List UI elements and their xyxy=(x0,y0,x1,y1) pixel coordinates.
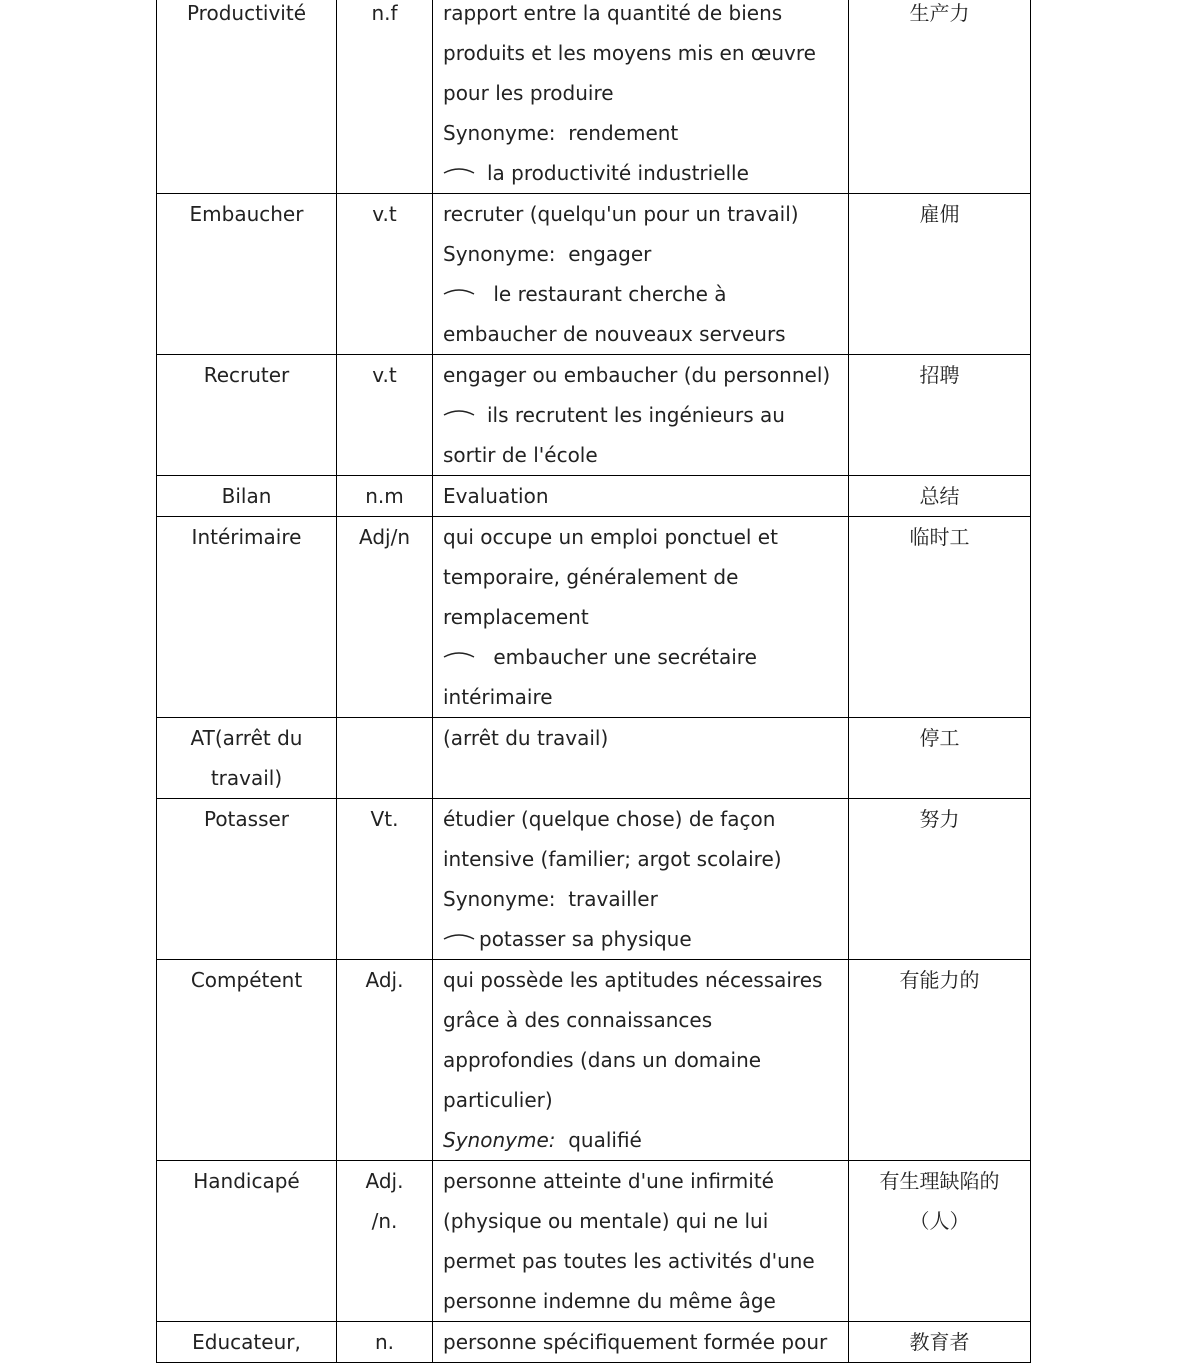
definition-text: personne spécifiquement formée pour xyxy=(443,1330,828,1354)
part-of-speech-cell xyxy=(337,960,433,1161)
word-text: Bilan xyxy=(221,484,272,508)
table-row xyxy=(157,1161,1031,1322)
definition-text: personne atteinte d'une infirmité xyxy=(443,1169,774,1193)
definition-line xyxy=(443,517,842,557)
part-of-speech-cell xyxy=(337,799,433,960)
chinese-translation-cell xyxy=(849,1322,1031,1363)
definition-text: engager ou embaucher (du personnel) xyxy=(443,363,831,387)
definition-line xyxy=(443,234,842,274)
definition-line xyxy=(443,597,842,637)
word-cell xyxy=(157,1322,337,1363)
definition-text: la productivité industrielle xyxy=(487,161,749,185)
example-line xyxy=(443,919,842,959)
definition-line xyxy=(443,1161,842,1201)
definition-text: particulier) xyxy=(443,1088,553,1112)
definition-text: grâce à des connaissances xyxy=(443,1008,713,1032)
table-row xyxy=(157,960,1031,1161)
word-cell xyxy=(157,0,337,194)
definition-text: Evaluation xyxy=(443,484,549,508)
word-cell xyxy=(157,517,337,718)
definition-cell xyxy=(433,718,849,799)
word-cell xyxy=(157,960,337,1161)
part-of-speech-text: Vt. xyxy=(370,807,399,831)
word-text: travail) xyxy=(210,766,283,790)
example-line xyxy=(443,637,842,677)
part-of-speech-cell xyxy=(337,476,433,517)
part-of-speech-text: Adj/n xyxy=(359,525,410,549)
part-of-speech-text: v.t xyxy=(372,363,397,387)
definition-text: ils recrutent les ingénieurs au xyxy=(487,403,785,427)
definition-text: Synonyme: rendement xyxy=(443,121,679,145)
table-row xyxy=(157,194,1031,355)
definition-line xyxy=(443,33,842,73)
chinese-translation-cell xyxy=(849,799,1031,960)
example-arc-icon xyxy=(443,165,475,177)
chinese-translation-text: 雇佣 xyxy=(919,202,960,226)
definition-line xyxy=(443,799,842,839)
definition-line xyxy=(443,677,842,717)
definition-text: qualifié xyxy=(555,1128,642,1152)
chinese-translation-cell xyxy=(849,517,1031,718)
definition-cell xyxy=(433,0,849,194)
definition-text: embaucher de nouveaux serveurs xyxy=(443,322,786,346)
definition-line xyxy=(443,1322,842,1362)
definition-line xyxy=(443,557,842,597)
example-arc-icon xyxy=(443,649,475,661)
definition-text: qui possède les aptitudes nécessaires xyxy=(443,968,823,992)
word-text: Productivité xyxy=(186,1,307,25)
definition-text: recruter (quelqu'un pour un travail) xyxy=(443,202,799,226)
part-of-speech-cell xyxy=(337,517,433,718)
part-of-speech-text: n. xyxy=(374,1330,395,1354)
word-cell xyxy=(157,799,337,960)
definition-line xyxy=(443,476,842,516)
definition-text: intensive (familier; argot scolaire) xyxy=(443,847,782,871)
part-of-speech-cell xyxy=(337,194,433,355)
vocabulary-table xyxy=(156,0,1031,1363)
example-line xyxy=(443,395,842,435)
definition-text: Synonyme: engager xyxy=(443,242,652,266)
example-arc-icon xyxy=(443,286,475,298)
definition-line xyxy=(443,879,842,919)
table-row xyxy=(157,799,1031,960)
word-text: Recruter xyxy=(203,363,290,387)
definition-line xyxy=(443,0,842,33)
chinese-translation-text: （人） xyxy=(909,1209,970,1233)
definition-text: sortir de l'école xyxy=(443,443,598,467)
table-row xyxy=(157,0,1031,194)
definition-cell xyxy=(433,355,849,476)
part-of-speech-cell xyxy=(337,0,433,194)
definition-text: remplacement xyxy=(443,605,589,629)
word-cell xyxy=(157,1161,337,1322)
part-of-speech-text: n.f xyxy=(371,1,398,25)
definition-line xyxy=(443,355,842,395)
word-cell xyxy=(157,194,337,355)
definition-cell xyxy=(433,194,849,355)
part-of-speech-cell xyxy=(337,355,433,476)
example-line xyxy=(443,153,842,193)
chinese-translation-text: 努力 xyxy=(919,807,960,831)
definition-text: rapport entre la quantité de biens xyxy=(443,1,783,25)
definition-text: (physique ou mentale) qui ne lui xyxy=(443,1209,769,1233)
chinese-translation-text: 有生理缺陷的 xyxy=(879,1169,1000,1193)
definition-text: embaucher une secrétaire xyxy=(487,645,757,669)
chinese-translation-text: 招聘 xyxy=(919,363,960,387)
part-of-speech-cell xyxy=(337,1161,433,1322)
word-text: Educateur, xyxy=(192,1330,301,1354)
word-text: Intérimaire xyxy=(191,525,302,549)
definition-line xyxy=(443,839,842,879)
part-of-speech-text: Adj. xyxy=(365,968,404,992)
definition-text: personne indemne du même âge xyxy=(443,1289,776,1313)
definition-line xyxy=(443,194,842,234)
example-arc-icon xyxy=(443,407,475,419)
definition-cell xyxy=(433,960,849,1161)
definition-text: approfondies (dans un domaine xyxy=(443,1048,762,1072)
vocabulary-table-body xyxy=(157,0,1031,1363)
table-row xyxy=(157,718,1031,799)
part-of-speech-text: n.m xyxy=(365,484,404,508)
definition-text: qui occupe un emploi ponctuel et xyxy=(443,525,778,549)
chinese-translation-cell xyxy=(849,1161,1031,1322)
definition-text: potasser sa physique xyxy=(479,927,692,951)
chinese-translation-cell xyxy=(849,194,1031,355)
definition-text: (arrêt du travail) xyxy=(443,726,609,750)
chinese-translation-text: 有能力的 xyxy=(899,968,980,992)
example-line xyxy=(443,274,842,314)
definition-line xyxy=(443,1080,842,1120)
definition-cell xyxy=(433,517,849,718)
definition-line xyxy=(443,1201,842,1241)
chinese-translation-text: 停工 xyxy=(919,726,960,750)
part-of-speech-text: v.t xyxy=(372,202,397,226)
definition-line xyxy=(443,1120,842,1160)
chinese-translation-cell xyxy=(849,355,1031,476)
table-row xyxy=(157,1322,1031,1363)
definition-text: Synonyme: travailler xyxy=(443,887,658,911)
definition-line xyxy=(443,718,842,758)
word-cell xyxy=(157,476,337,517)
definition-text: le restaurant cherche à xyxy=(487,282,727,306)
definition-line xyxy=(443,960,842,1000)
chinese-translation-cell xyxy=(849,960,1031,1161)
definition-line xyxy=(443,1040,842,1080)
word-text: AT(arrêt du xyxy=(190,726,303,750)
definition-cell xyxy=(433,1322,849,1363)
definition-line xyxy=(443,1241,842,1281)
synonym-label: Synonyme: xyxy=(443,1128,556,1152)
definition-text: produits et les moyens mis en œuvre xyxy=(443,41,816,65)
definition-text: permet pas toutes les activités d'une xyxy=(443,1249,815,1273)
definition-line xyxy=(443,113,842,153)
part-of-speech-cell xyxy=(337,1322,433,1363)
definition-text: temporaire, généralement de xyxy=(443,565,739,589)
word-text: Handicapé xyxy=(193,1169,300,1193)
chinese-translation-text: 生产力 xyxy=(909,1,970,25)
definition-text: pour les produire xyxy=(443,81,614,105)
chinese-translation-cell xyxy=(849,0,1031,194)
table-row xyxy=(157,517,1031,718)
table-row xyxy=(157,476,1031,517)
word-cell xyxy=(157,355,337,476)
definition-line xyxy=(443,314,842,354)
word-text: Embaucher xyxy=(189,202,304,226)
definition-cell xyxy=(433,799,849,960)
definition-cell xyxy=(433,1161,849,1322)
definition-text: étudier (quelque chose) de façon xyxy=(443,807,776,831)
example-arc-icon xyxy=(443,931,475,943)
chinese-translation-text: 教育者 xyxy=(909,1330,970,1354)
word-text: Potasser xyxy=(203,807,290,831)
word-cell xyxy=(157,718,337,799)
part-of-speech-text: /n. xyxy=(371,1209,398,1233)
chinese-translation-text: 临时工 xyxy=(909,525,970,549)
definition-line xyxy=(443,73,842,113)
chinese-translation-cell xyxy=(849,718,1031,799)
chinese-translation-cell xyxy=(849,476,1031,517)
part-of-speech-cell xyxy=(337,718,433,799)
definition-text: intérimaire xyxy=(443,685,553,709)
definition-line xyxy=(443,1281,842,1321)
definition-line xyxy=(443,1000,842,1040)
definition-line xyxy=(443,435,842,475)
word-text: Compétent xyxy=(190,968,303,992)
part-of-speech-text: Adj. xyxy=(365,1169,404,1193)
definition-cell xyxy=(433,476,849,517)
table-row xyxy=(157,355,1031,476)
chinese-translation-text: 总结 xyxy=(919,484,960,508)
